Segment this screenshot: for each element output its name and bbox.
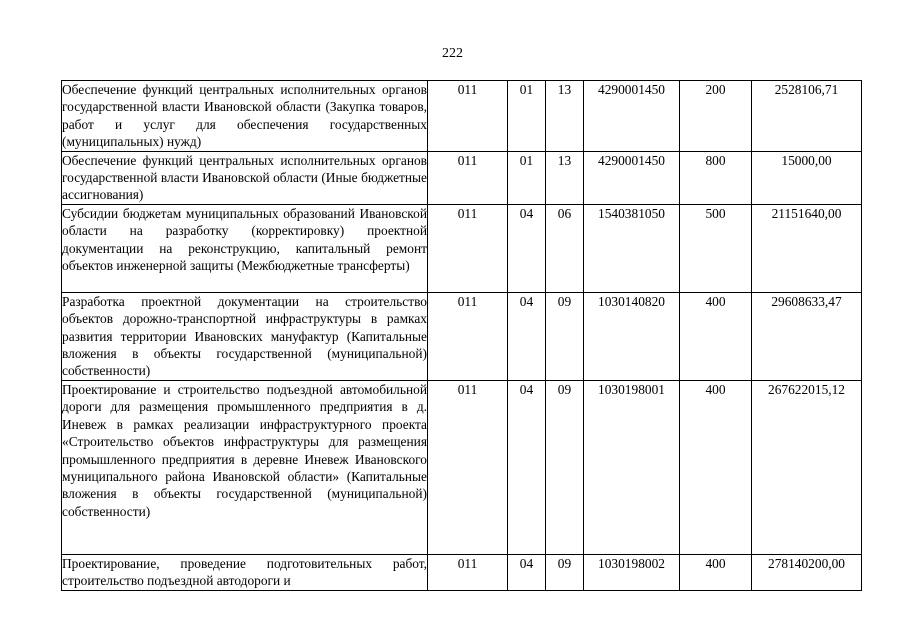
- subsection-code-cell: 09: [546, 380, 584, 554]
- section-code-cell: 01: [508, 151, 546, 204]
- subsection-code-cell: 09: [546, 554, 584, 590]
- description-cell: Разработка проектной документации на строительство объектов дорожно-транспортной инфраструктуры в рамках развития территории Ивановских мануфактур (Капитальные вложения в объекты государственной (муниципальной) собственности): [62, 293, 427, 379]
- target-article-cell: 1540381050: [584, 204, 680, 292]
- target-article-cell: 1030140820: [584, 292, 680, 380]
- expense-type-cell: 500: [680, 204, 752, 292]
- description-cell: Обеспечение функций центральных исполнительных органов государственной власти Ивановской области (Закупка товаров, работ и услуг для обеспечения государственных (муниципальных) нужд): [62, 82, 427, 150]
- ministry-code-cell: 011: [428, 204, 508, 292]
- target-article-cell: 4290001450: [584, 151, 680, 204]
- table-row: [62, 554, 862, 590]
- description-cell: [62, 554, 428, 590]
- expense-type-cell: 400: [680, 292, 752, 380]
- description-cell: Обеспечение функций центральных исполнительных органов государственной власти Ивановской области (Иные бюджетные ассигнования): [62, 152, 427, 203]
- budget-table: [61, 80, 862, 591]
- description-text: Проектирование, проведение подготовительных работ, строительство подъездной автодороги и: [62, 555, 427, 589]
- amount-cell: 21151640,00: [752, 204, 862, 292]
- section-code-cell: 04: [508, 204, 546, 292]
- ministry-code-cell: 011: [428, 292, 508, 380]
- amount-cell: 2528106,71: [752, 81, 862, 152]
- table-row: [62, 81, 862, 152]
- section-code-cell: 01: [508, 81, 546, 152]
- table-row: [62, 151, 862, 204]
- amount-cell: 278140200,00: [752, 554, 862, 590]
- amount-cell: 15000,00: [752, 151, 862, 204]
- amount-cell: 267622015,12: [752, 380, 862, 554]
- section-code-cell: 04: [508, 292, 546, 380]
- page-number: 222: [442, 46, 463, 61]
- amount-cell: 29608633,47: [752, 292, 862, 380]
- description-cell: Субсидии бюджетам муниципальных образований Ивановской области на разработку (корректировку) проектной документации на реконструкцию, капитальный ремонт объектов инженерной защиты (Межбюджетные трансферты): [62, 204, 428, 292]
- expense-type-cell: 800: [680, 151, 752, 204]
- table-row: [62, 380, 862, 554]
- expense-type-cell: 400: [680, 380, 752, 554]
- ministry-code-cell: 011: [428, 81, 508, 152]
- table-row: [62, 292, 862, 380]
- table-row: [62, 204, 862, 292]
- ministry-code-cell: 011: [428, 380, 508, 554]
- expense-type-cell: 200: [680, 81, 752, 152]
- subsection-code-cell: 13: [546, 151, 584, 204]
- section-code-cell: 04: [508, 380, 546, 554]
- section-code-cell: 04: [508, 554, 546, 590]
- expense-type-cell: 400: [680, 554, 752, 590]
- ministry-code-cell: 011: [428, 554, 508, 590]
- ministry-code-cell: 011: [428, 151, 508, 204]
- target-article-cell: 1030198002: [584, 554, 680, 590]
- target-article-cell: 1030198001: [584, 380, 680, 554]
- subsection-code-cell: 09: [546, 292, 584, 380]
- description-cell: Проектирование и строительство подъездной автомобильной дороги для размещения промышленного предприятия в д. Иневеж в рамках реализации инфраструктурного проекта «Строительство объектов инфраструктуры для размещения промышленного предприятия в деревне Иневеж Ивановского муниципального района Ивановской области» (Капитальные вложения в объекты государственной (муниципальной) собственности): [62, 380, 428, 554]
- target-article-cell: 4290001450: [584, 81, 680, 152]
- subsection-code-cell: 13: [546, 81, 584, 152]
- subsection-code-cell: 06: [546, 204, 584, 292]
